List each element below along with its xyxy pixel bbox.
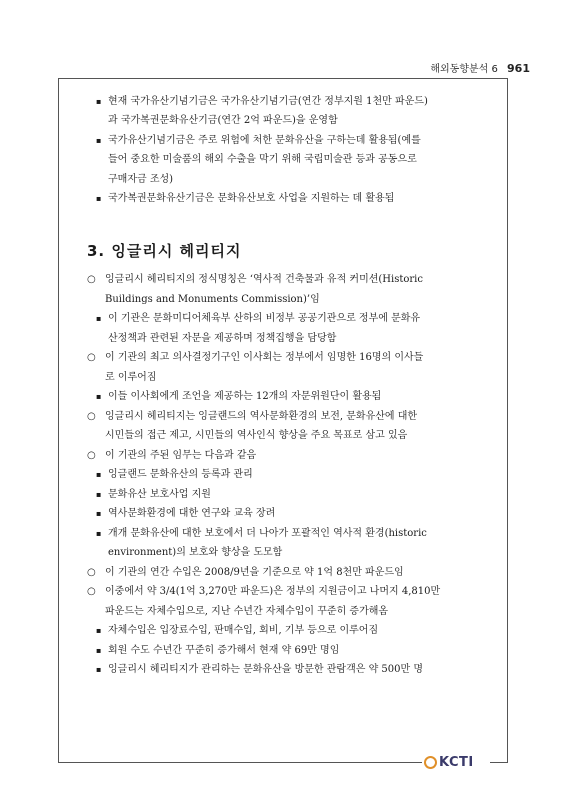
logo-text: KCTI — [439, 754, 474, 770]
text-line: 이 기관은 문화미디어체육부 산하의 비정부 공공기관으로 정부에 문화유 — [108, 313, 421, 324]
header-section: 해외동향분석 6 — [430, 64, 498, 75]
circle-bullet-icon: ○ — [87, 567, 96, 578]
circle-bullet-icon: ○ — [87, 586, 96, 597]
circle-bullet-icon: ○ — [87, 411, 96, 422]
text-line: 로 이루어짐 — [105, 372, 157, 383]
square-bullet-icon: ▪ — [96, 314, 102, 323]
square-bullet-icon: ▪ — [96, 665, 102, 674]
text-line: 잉글랜드 문화유산의 등록과 관리 — [108, 469, 253, 480]
text-line: 구매자금 조성) — [108, 174, 174, 185]
text-line: 개개 문화유산에 대한 보호에서 더 나아가 포괄적인 역사적 환경(historic — [108, 528, 427, 539]
text-line: 과 국가복권문화유산기금(연간 2억 파운드)을 운영함 — [108, 115, 338, 126]
square-bullet-icon: ▪ — [96, 490, 102, 499]
text-line: 자체수입은 입장료수입, 판매수입, 회비, 기부 등으로 이루어짐 — [108, 625, 379, 636]
square-bullet-icon: ▪ — [96, 392, 102, 401]
page-header — [430, 60, 530, 75]
text-line: 들어 중요한 미술품의 해외 수출을 막기 위해 국립미술관 등과 공동으로 — [108, 154, 417, 165]
circle-bullet-icon: ○ — [87, 274, 96, 285]
square-bullet-icon: ▪ — [96, 509, 102, 518]
square-bullet-icon: ▪ — [96, 194, 102, 203]
text-line: 국가복권문화유산기금은 문화유산보호 사업을 지원하는 데 활용됨 — [108, 193, 395, 204]
page-number: 961 — [507, 62, 530, 75]
text-line: 시민들의 접근 제고, 시민들의 역사인식 향상을 주요 목표로 삼고 있음 — [105, 430, 408, 441]
text-line: 이중에서 약 3/4(1억 3,270만 파운드)은 정부의 지원금이고 나머지 4,810만 — [105, 586, 441, 597]
section-heading: 3. 잉글리시 헤리티지 — [87, 242, 242, 260]
circle-bullet-icon: ○ — [87, 450, 96, 461]
text-line: 잉글리시 헤리티지가 관리하는 문화유산을 방문한 관람객은 약 500만 명 — [108, 664, 423, 675]
frame-bottom-rule-left — [58, 762, 422, 763]
text-line: 이 기관의 주된 임무는 다음과 같음 — [105, 450, 257, 461]
text-line: Buildings and Monuments Commission)’임 — [105, 294, 320, 305]
text-line: 현재 국가유산기념기금은 국가유산기념기금(연간 정부지원 1천만 파운드) — [108, 96, 428, 107]
text-line: 회원 수도 수년간 꾸준히 증가해서 현재 약 69만 명임 — [108, 645, 340, 656]
square-bullet-icon: ▪ — [96, 470, 102, 479]
text-line: 문화유산 보호사업 지원 — [108, 489, 211, 500]
square-bullet-icon: ▪ — [96, 626, 102, 635]
square-bullet-icon: ▪ — [96, 97, 102, 106]
text-line: 이 기관의 연간 수입은 2008/9년을 기준으로 약 1억 8천만 파운드임 — [105, 567, 404, 578]
text-line: 잉글리시 헤리티지는 잉글랜드의 역사문화환경의 보전, 문화유산에 대한 — [105, 411, 418, 422]
square-bullet-icon: ▪ — [96, 646, 102, 655]
circle-bullet-icon: ○ — [87, 352, 96, 363]
logo-ring-icon — [424, 756, 437, 769]
text-line: environment)의 보호와 향상을 도모함 — [108, 547, 283, 558]
text-line: 파운드는 자체수입으로, 지난 수년간 자체수입이 꾸준히 증가해옴 — [105, 606, 389, 617]
square-bullet-icon: ▪ — [96, 529, 102, 538]
text-line: 산정책과 관련된 자문을 제공하며 정책집행을 담당함 — [108, 333, 337, 344]
text-line: 국가유산기념기금은 주로 위험에 처한 문화유산을 구하는데 활용됨(예를 — [108, 135, 421, 146]
kcti-logo — [424, 752, 474, 772]
text-line: 역사문화환경에 대한 연구와 교육 장려 — [108, 508, 276, 519]
frame-bottom-rule-right — [490, 762, 508, 763]
square-bullet-icon: ▪ — [96, 136, 102, 145]
text-line: 이들 이사회에게 조언을 제공하는 12개의 자문위원단이 활용됨 — [108, 391, 382, 402]
text-line: 이 기관의 최고 의사결정기구인 이사회는 정부에서 임명한 16명의 이사들 — [105, 352, 424, 363]
text-line: 잉글리시 헤리티지의 정식명칭은 ‘역사적 건축물과 유적 커미션(Historic — [105, 274, 423, 285]
